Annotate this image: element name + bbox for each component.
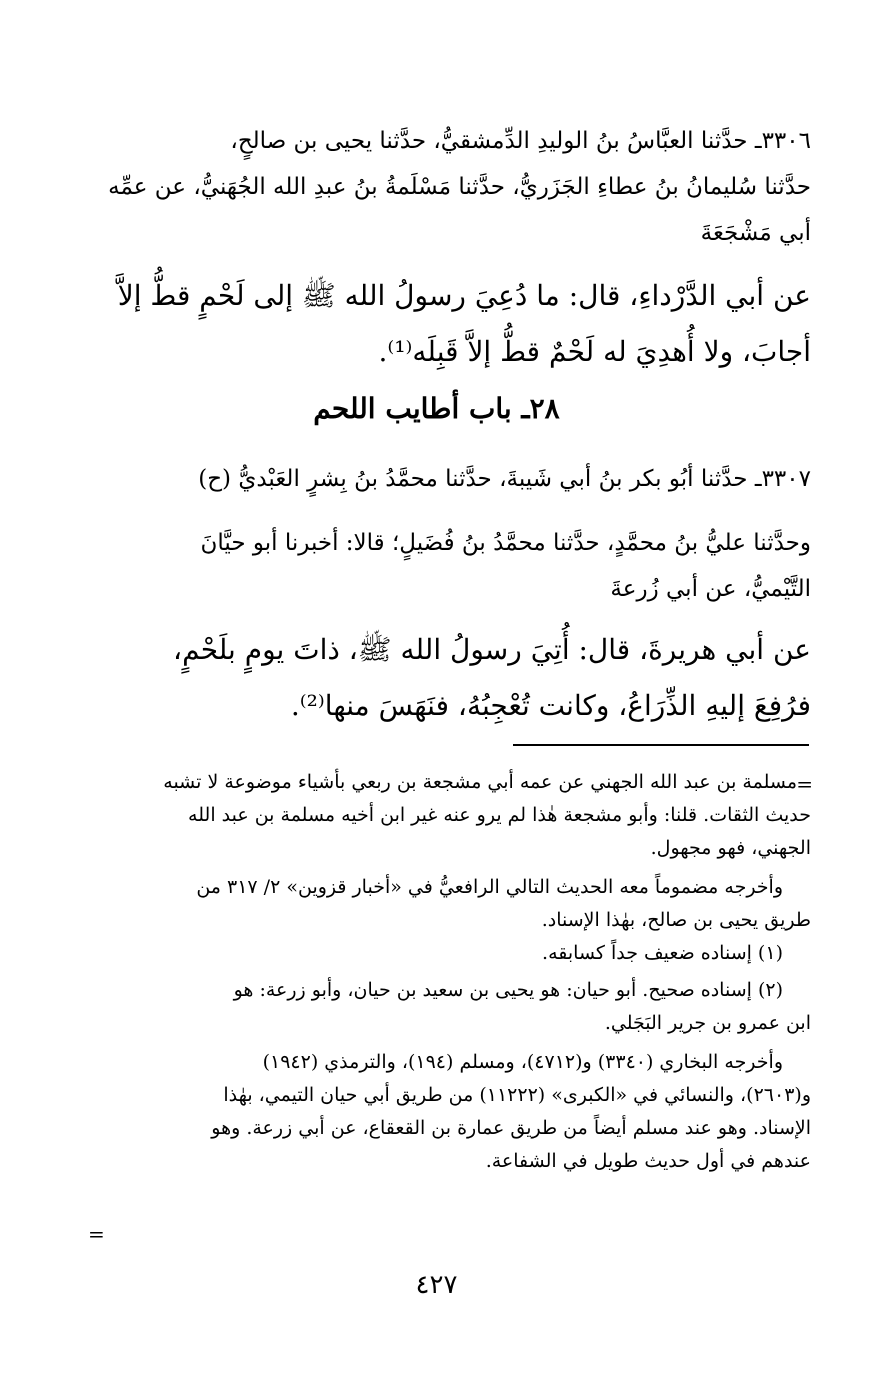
footnote-line: وأخرجه البخاري (٣٣٤٠) و(٤٧١٢)، ومسلم (١٩٤)، والترمذي (١٩٤٢)	[262, 1051, 783, 1073]
footnote-line: ابن عمرو بن جرير البَجَلي.	[604, 1012, 811, 1034]
hadith-3307-isnad	[90, 456, 811, 502]
footnote-2: (٢) إسناده صحيح. أبو حيان: هو يحيى بن سعيد بن حيان، وأبو زرعة: هو	[233, 979, 783, 1001]
isnad-line: وحدَّثنا عليُّ بنُ محمَّدٍ، حدَّثنا محمَّدُ بنُ فُضَيلٍ؛ قالا: أخبرنا أبو حيَّانَ	[200, 530, 811, 556]
isnad-line: التَّيْميُّ، عن أبي زُرعةَ	[610, 576, 811, 602]
continues-mark: =	[88, 1222, 105, 1246]
footnote-separator	[513, 744, 809, 746]
chapter-title: ٢٨ـ باب أطايب اللحم	[313, 392, 560, 425]
isnad-line: أبي مَشْجَعَةَ	[700, 220, 811, 246]
hadith-3306-isnad	[90, 118, 811, 256]
footnote-line: حديث الثقات. قلنا: وأبو مشجعة هٰذا لم يرو عنه غير ابن أخيه مسلمة بن عبد الله	[188, 804, 811, 826]
hadith-3307-isnad-second	[90, 520, 811, 612]
hadith-3306-matn	[90, 268, 811, 380]
footnote-line: عندهم في أول حديث طويل في الشفاعة.	[485, 1150, 811, 1172]
matn-line: أجابَ، ولا أُهدِيَ له لَحْمٌ قطُّ إلاَّ قَبِلَه⁽¹⁾.	[378, 335, 811, 368]
matn-line: فرُفِعَ إليهِ الذِّرَاعُ، وكانت تُعْجِبُهُ، فنَهَسَ منها⁽²⁾.	[290, 689, 811, 722]
hadith-3307-matn	[90, 622, 811, 734]
matn-line: عن أبي الدَّرْداءِ، قال: ما دُعِيَ رسولُ الله ﷺ إلى لَحْمٍ قطُّ إلاَّ	[117, 279, 811, 312]
isnad-line: ٣٣٠٧ـ حدَّثنا أبُو بكر بنُ أبي شَيبةَ، حدَّثنا محمَّدُ بنُ بِشرٍ العَبْديُّ (ح)	[198, 466, 811, 492]
footnote-line: الجهني، فهو مجهول.	[650, 837, 811, 859]
matn-line: عن أبي هريرةَ، قال: أُتِيَ رسولُ الله ﷺ، ذاتَ يومٍ بلَحْمٍ،	[173, 633, 811, 666]
page-number: ٤٢٧	[415, 1270, 458, 1300]
footnote-line: و(٢٦٠٣)، والنسائي في «الكبرى» (١١٢٢٢) من طريق أبي حيان التيمي، بهٰذا	[223, 1084, 811, 1106]
footnote-line: طريق يحيى بن صالح، بهٰذا الإسناد.	[541, 909, 811, 931]
footnote-line: وأخرجه مضموماً معه الحديث التالي الرافعيُّ في «أخبار قزوين» ٢/ ٣١٧ من	[196, 876, 783, 898]
footnote-line: مسلمة بن عبد الله الجهني عن عمه أبي مشجعة بن ربعي بأشياء موضوعة لا تشبه	[163, 771, 797, 793]
footnote-line: الإسناد. وهو عند مسلم أيضاً من طريق عمارة بن القعقاع، عن أبي زرعة. وهو	[211, 1117, 811, 1139]
continuation-mark: =	[796, 772, 813, 796]
footnotes	[90, 766, 811, 1178]
footnote-1: (١) إسناده ضعيف جداً كسابقه.	[542, 942, 783, 964]
isnad-line: ٣٣٠٦ـ حدَّثنا العبَّاسُ بنُ الوليدِ الدِّمشقيُّ، حدَّثنا يحيى بن صالحٍ،	[230, 128, 811, 154]
isnad-line: حدَّثنا سُليمانُ بنُ عطاءِ الجَزَريُّ، حدَّثنا مَسْلَمةُ بنُ عبدِ الله الجُهَنيُّ، عن عمِّه	[108, 174, 811, 200]
